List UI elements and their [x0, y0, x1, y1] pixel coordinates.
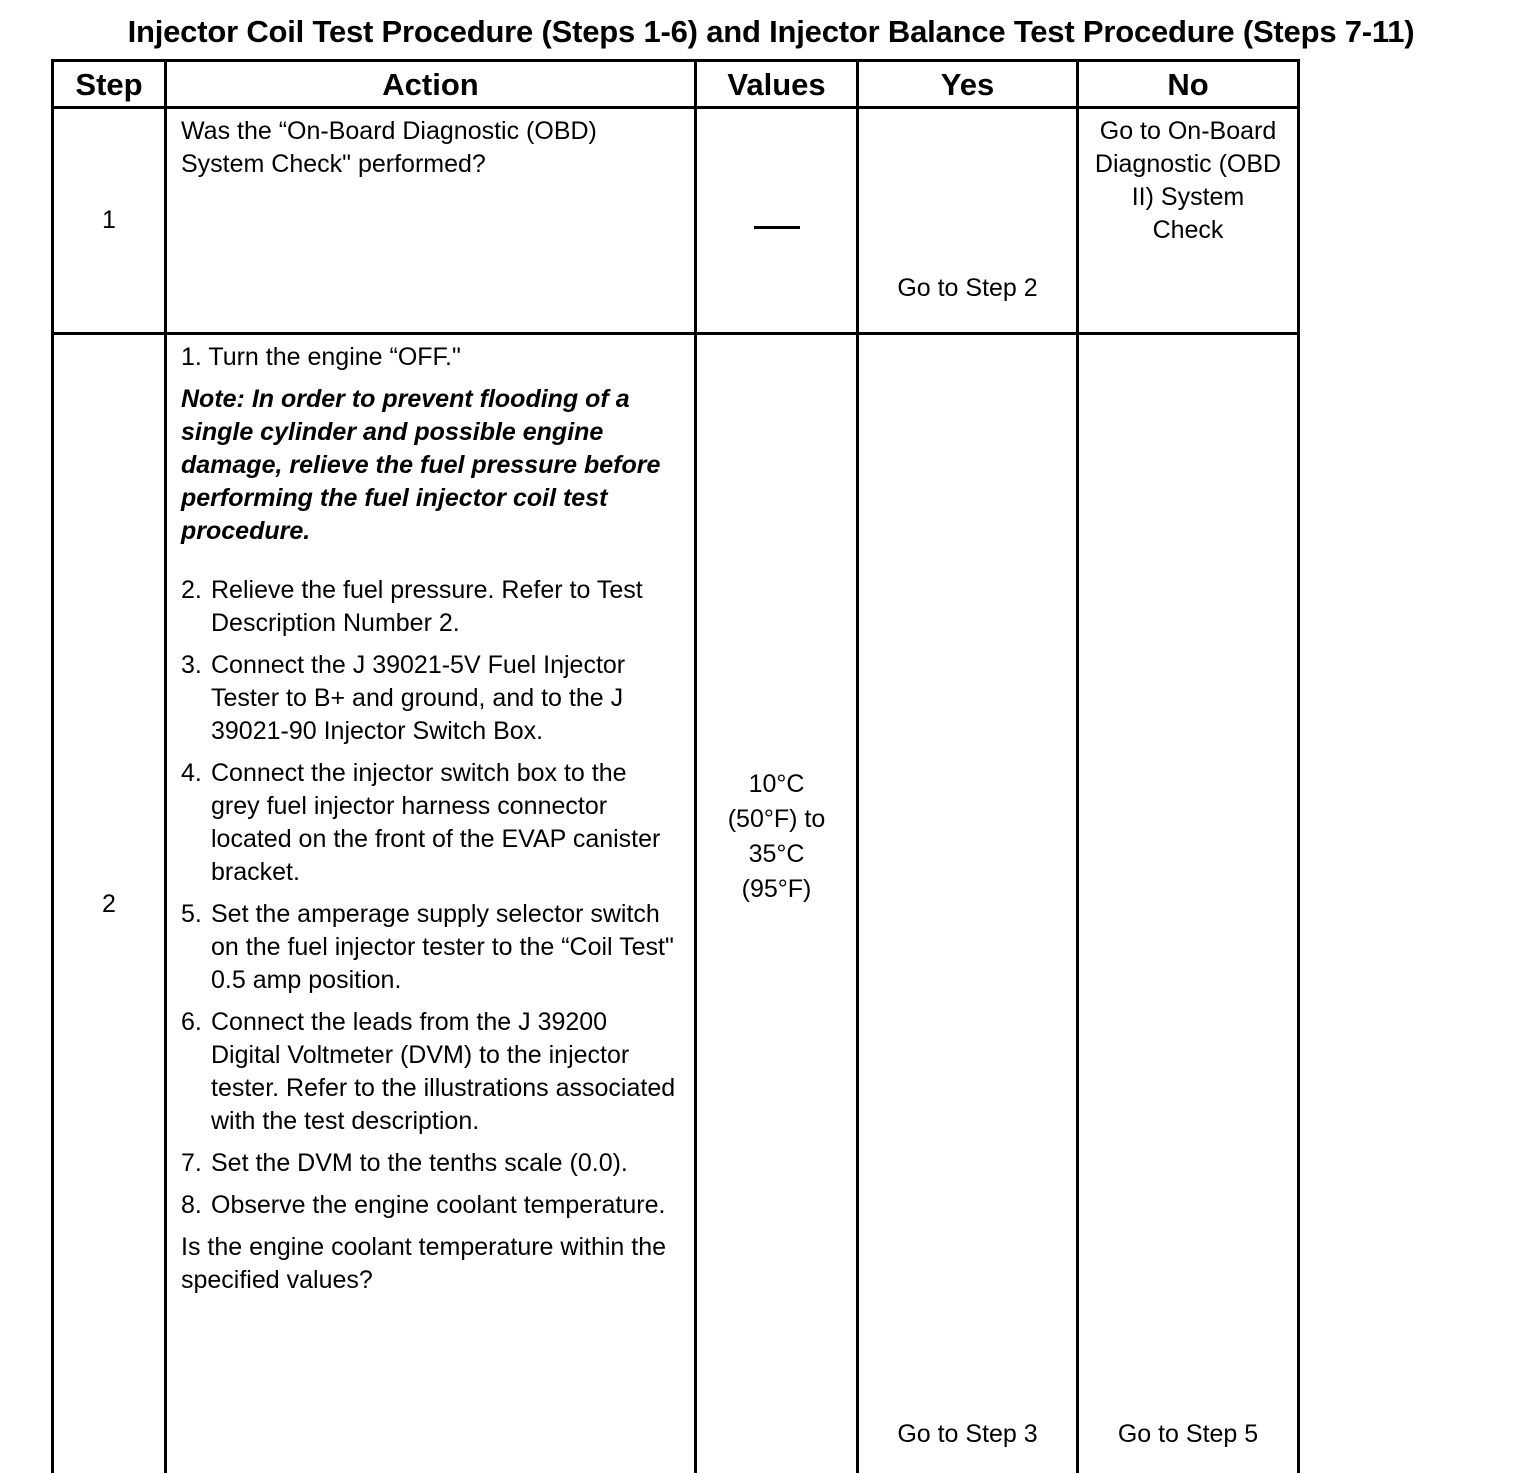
instruction-number: 4. — [181, 757, 211, 889]
list-item — [181, 1189, 682, 1222]
header-yes: Yes — [858, 61, 1078, 108]
step-number: 2 — [53, 334, 166, 1473]
page-title: Injector Coil Test Procedure (Steps 1-6) and Injector Balance Test Procedure (Steps 7-11) — [0, 14, 1536, 50]
header-no: No — [1078, 61, 1299, 108]
header-values: Values — [696, 61, 858, 108]
header-step: Step — [53, 61, 166, 108]
instruction-text: Turn the engine “OFF." — [208, 343, 461, 371]
no-cell — [1078, 108, 1299, 334]
instruction-text: Connect the injector switch box to the grey fuel injector harness connector located on the front of the EVAP canister bracket. — [211, 757, 682, 889]
header-action: Action — [166, 61, 696, 108]
value-line: 35°C — [697, 837, 856, 872]
value-line: (50°F) to — [697, 802, 856, 837]
list-item — [181, 649, 682, 748]
yes-cell: Go to Step 2 — [858, 108, 1078, 334]
list-item — [181, 1147, 682, 1180]
em-dash-icon — [754, 226, 800, 229]
table-header-row — [53, 61, 1299, 108]
values-cell — [696, 108, 858, 334]
value-line: 10°C — [697, 767, 856, 802]
instruction-text: Set the amperage supply selector switch on the fuel injector tester to the “Coil Test" 0.5 amp position. — [211, 898, 682, 997]
table-row — [53, 108, 1299, 334]
instruction-text: Set the DVM to the tenths scale (0.0). — [211, 1147, 628, 1180]
instruction-text: Connect the leads from the J 39200 Digital Voltmeter (DVM) to the injector tester. Refer to the illustrations associated with the test description. — [211, 1006, 682, 1138]
no-cell-text: Go to On-Board Diagnostic (OBD II) System Check — [1093, 115, 1283, 247]
instruction-text: Relieve the fuel pressure. Refer to Test Description Number 2. — [211, 574, 682, 640]
list-item — [181, 1006, 682, 1138]
instruction-number: 5. — [181, 898, 211, 997]
value-line: (95°F) — [697, 872, 856, 907]
values-cell — [696, 334, 858, 1473]
step-number: 1 — [53, 108, 166, 334]
no-cell: Go to Step 5 — [1078, 334, 1299, 1473]
instruction-number: 6. — [181, 1006, 211, 1138]
question-text: Is the engine coolant temperature within the specified values? — [181, 1231, 682, 1297]
instruction-text: Observe the engine coolant temperature. — [211, 1189, 665, 1222]
list-item — [181, 757, 682, 889]
action-cell — [166, 108, 696, 334]
procedure-table — [51, 59, 1300, 1473]
instruction-number: 1. — [181, 343, 202, 371]
instruction-number: 8. — [181, 1189, 211, 1222]
instruction-number: 2. — [181, 574, 211, 640]
instruction-text: Connect the J 39021-5V Fuel Injector Tester to B+ and ground, and to the J 39021-90 Injector Switch Box. — [211, 649, 682, 748]
list-item — [181, 574, 682, 640]
action-cell — [166, 334, 696, 1473]
instruction-1 — [181, 341, 682, 374]
table-row — [53, 334, 1299, 1473]
list-item — [181, 898, 682, 997]
instruction-number: 7. — [181, 1147, 211, 1180]
instruction-number: 3. — [181, 649, 211, 748]
action-text: Was the “On-Board Diagnostic (OBD) System Check" performed? — [181, 115, 682, 181]
safety-note: Note: In order to prevent flooding of a single cylinder and possible engine damage, relieve the fuel pressure before performing the fuel injector coil test procedure. — [181, 383, 682, 548]
yes-cell: Go to Step 3 — [858, 334, 1078, 1473]
instruction-list — [181, 574, 682, 1222]
